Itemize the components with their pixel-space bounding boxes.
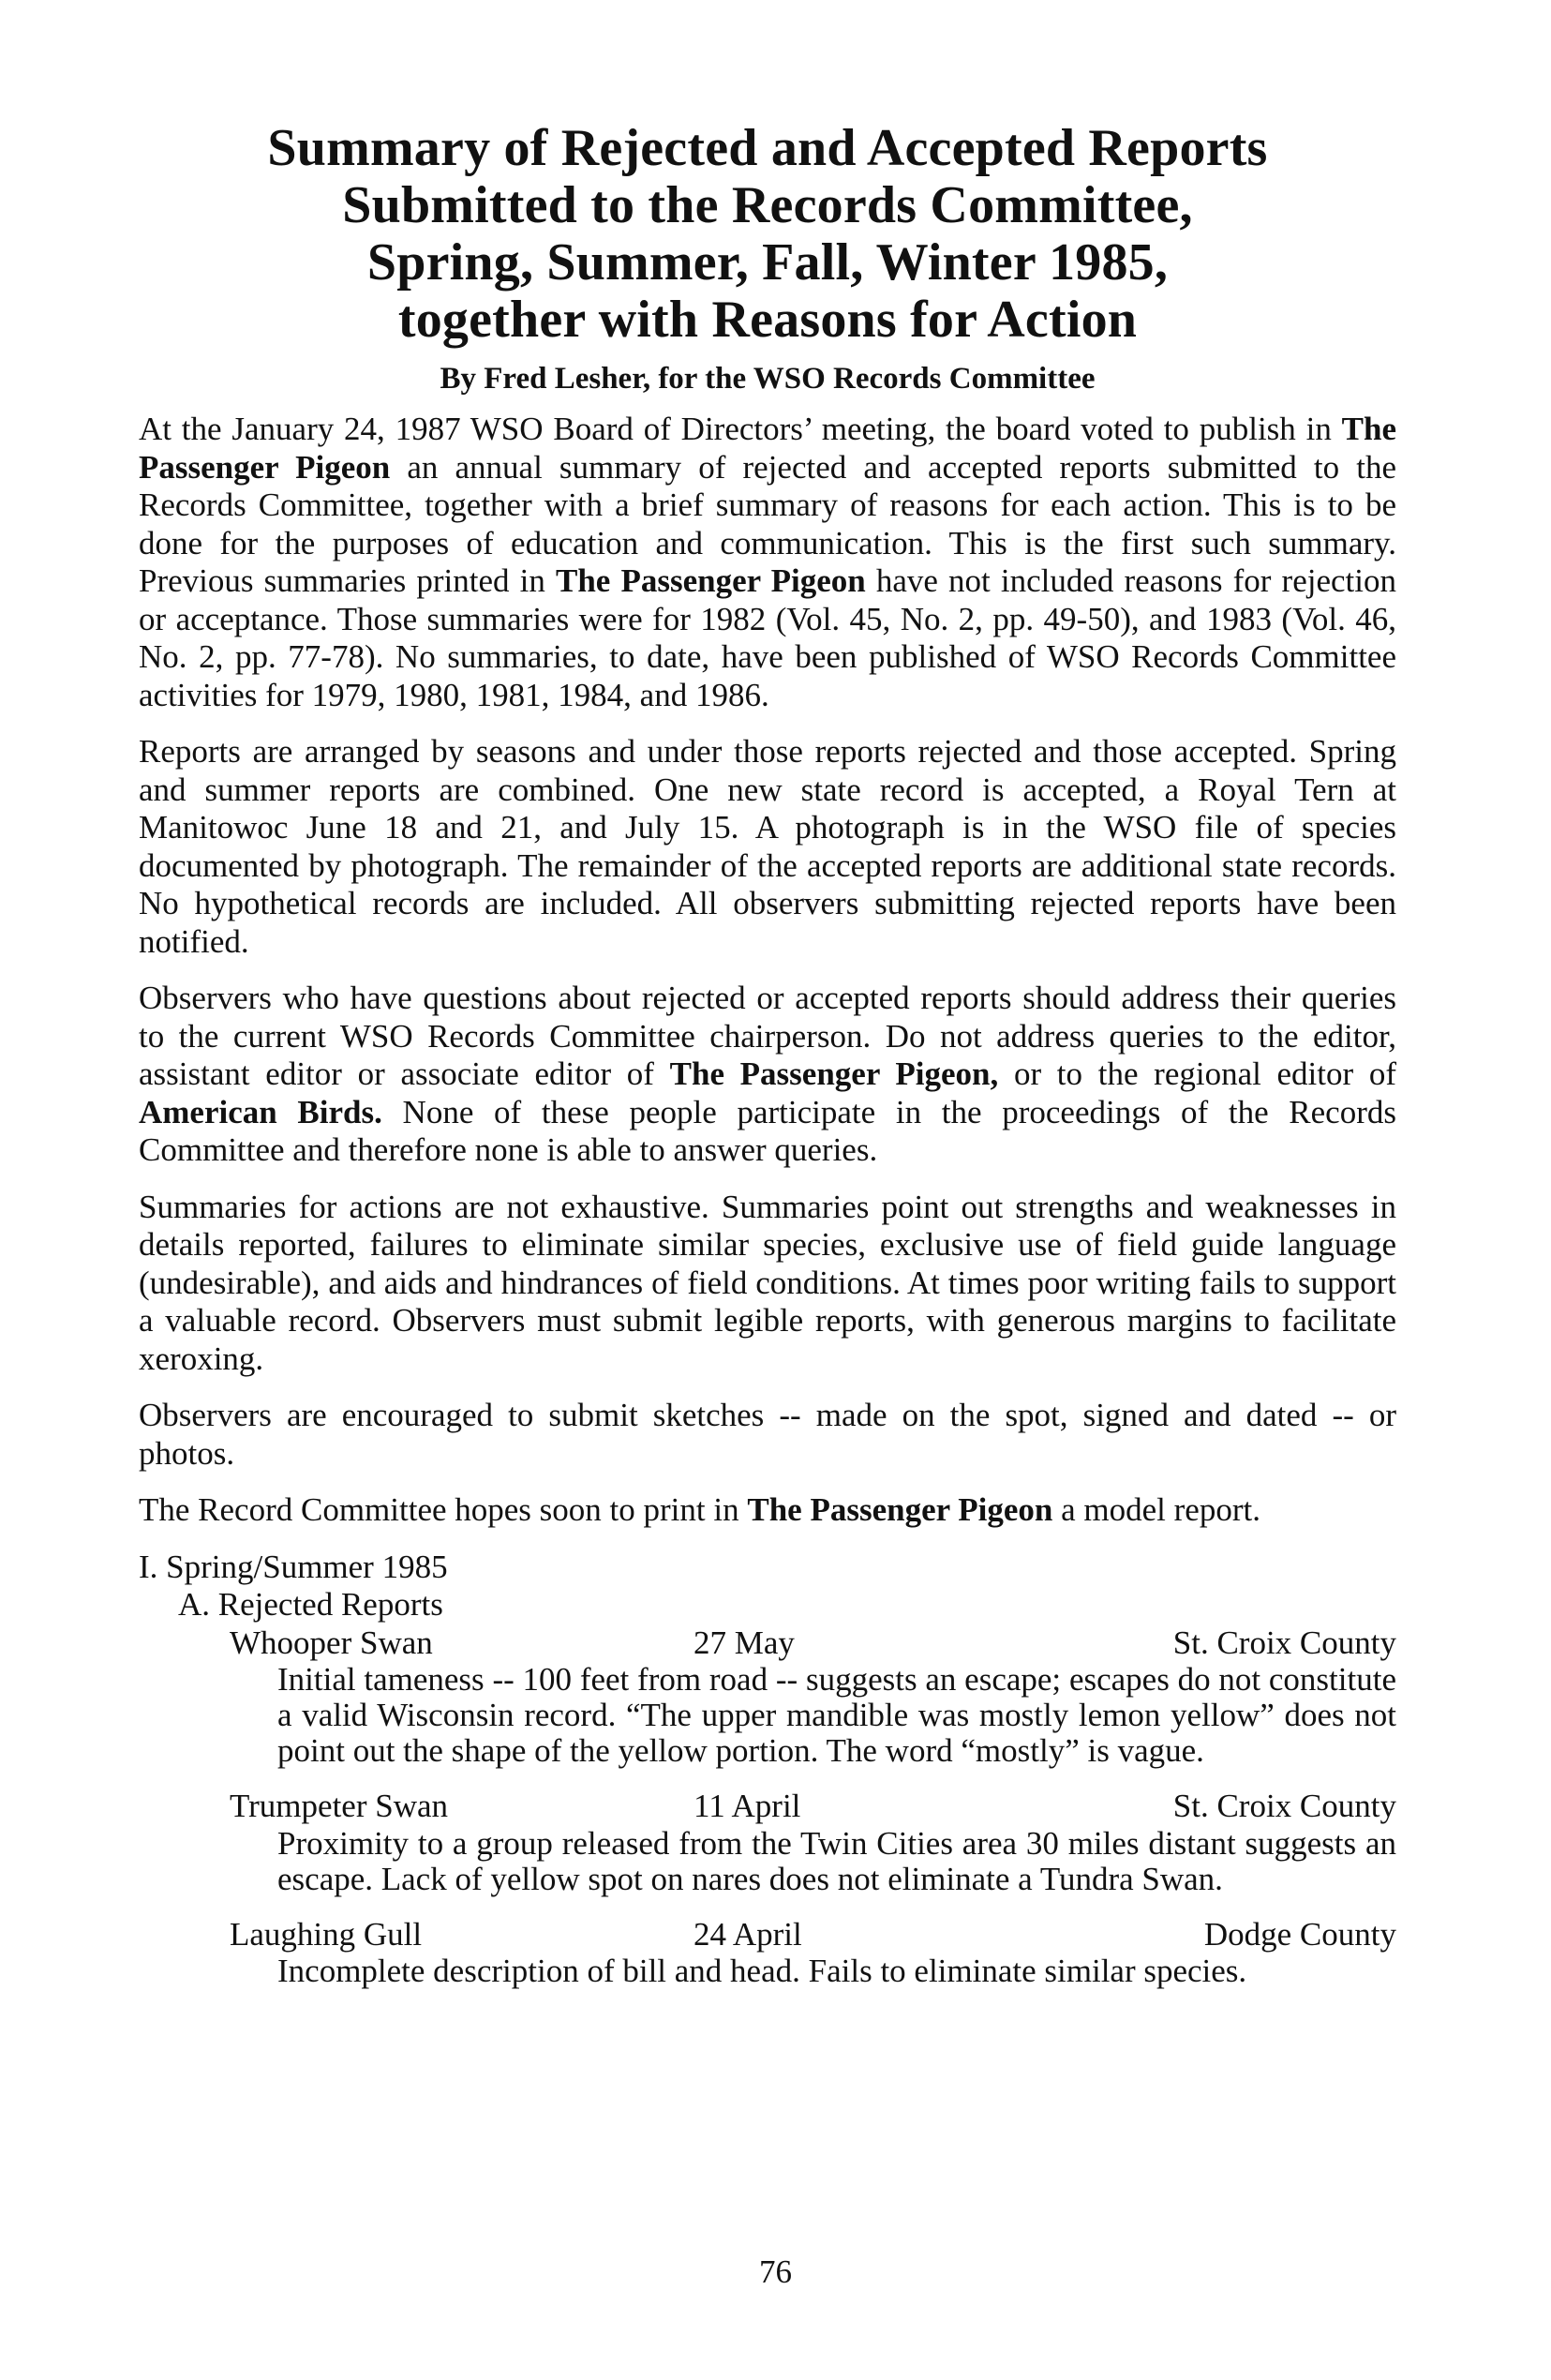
journal-name: The Passenger Pigeon <box>555 562 866 599</box>
text-run: an annual summary of rejected and accepted reports submitted to the Records Committee, together with a brief summary of reasons for each action. This is to be done for the purposes of education and communication. This is the first such summary. Previous summaries printed in <box>139 448 1396 599</box>
text-run: None of these people participate in the proceedings of the Records Committee and therefore none is able to answer queries. <box>139 1093 1396 1168</box>
county-name: St. Croix County <box>1172 1624 1396 1661</box>
entry-reason: Initial tameness -- 100 feet from road -- suggests an escape; escapes do not constitute a valid Wisconsin record. “The upper mandible was mostly lemon yellow” does not point out the shape of the yellow portion. The word “mostly” is vague. <box>277 1661 1396 1769</box>
paragraph-intro <box>139 411 1396 714</box>
article-body <box>139 120 1396 2008</box>
report-entry <box>230 1788 1396 1897</box>
paragraph-queries <box>139 980 1396 1170</box>
entry-reason: Proximity to a group released from the Twin Cities area 30 miles distant suggests an escape. Lack of yellow spot on nares does not eliminate a Tundra Swan. <box>277 1824 1396 1897</box>
journal-name: The Passenger Pigeon <box>139 411 1396 486</box>
title-line: Submitted to the Records Committee, <box>342 176 1193 234</box>
report-date: 27 May <box>693 1624 795 1661</box>
paragraph-model-report <box>139 1491 1396 1530</box>
title-line: Spring, Summer, Fall, Winter 1985, <box>366 233 1169 292</box>
paragraph-arrangement: Reports are arranged by seasons and under those reports rejected and those accepted. Spring and summer reports are combined. One new state record is accepted, a Royal Tern at Manitowoc June 18 and 21, and July 15. A photograph is in the WSO file of species documented by photograph. The remainder of the accepted reports are additional state records. No hypothetical records are included. All observers submitting rejected reports have been notified. <box>139 733 1396 960</box>
report-date: 24 April <box>693 1915 802 1953</box>
journal-name: American Birds. <box>139 1093 382 1130</box>
paragraph-summaries: Summaries for actions are not exhaustive. Summaries point out strengths and weaknesses in details reported, failures to eliminate similar species, exclusive use of field guide language (undesirable), and aids and hindrances of field conditions. At times poor writing fails to support a valuable record. Observers must submit legible reports, with generous margins to facilitate xeroxing. <box>139 1188 1396 1377</box>
entry-header <box>230 1916 1396 1954</box>
report-outline <box>139 1549 1396 1990</box>
text-run: have not included reasons for rejection or acceptance. Those summaries were for 1982 (Vol. 45, No. 2, pp. 49-50), and 1983 (Vol. 46, No. 2, pp. 77-78). No summaries, to date, have been published of WSO Records Committee activities for 1979, 1980, 1981, 1984, and 1986. <box>139 562 1396 713</box>
species-name: Trumpeter Swan <box>230 1788 449 1824</box>
section-heading: I. Spring/Summer 1985 <box>139 1548 448 1585</box>
report-entry <box>230 1624 1396 1770</box>
text-run: a model report. <box>1052 1491 1260 1528</box>
paragraph-sketches: Observers are encouraged to submit sketches -- made on the spot, signed and dated -- or photos. <box>139 1397 1396 1472</box>
report-date: 11 April <box>693 1788 801 1824</box>
entry-header <box>230 1788 1396 1826</box>
species-name: Laughing Gull <box>230 1915 423 1953</box>
text-run: At the January 24, 1987 WSO Board of Directors’ meeting, the board voted to publish in <box>139 411 1342 447</box>
journal-name: The Passenger Pigeon <box>747 1491 1053 1528</box>
text-run: Observers who have questions about rejected or accepted reports should address their queries to the current WSO Records Committee chairperson. Do not address queries to the editor, assistant editor or associate editor of <box>139 980 1396 1092</box>
title-line: together with Reasons for Action <box>397 291 1138 349</box>
byline: By Fred Lesher, for the WSO Records Committee <box>440 362 1096 396</box>
title-line: Summary of Rejected and Accepted Reports <box>267 119 1268 177</box>
subsection-heading: A. Rejected Reports <box>178 1586 443 1623</box>
county-name: Dodge County <box>1203 1915 1396 1953</box>
entry-reason: Incomplete description of bill and head. Fails to eliminate similar species. <box>277 1953 1247 1989</box>
text-run: or to the regional editor of <box>998 1055 1396 1092</box>
journal-name: The Passenger Pigeon, <box>669 1055 999 1092</box>
article-title <box>139 120 1396 349</box>
species-name: Whooper Swan <box>230 1624 433 1661</box>
page-number: 76 <box>759 2253 792 2290</box>
report-entry <box>230 1916 1396 1990</box>
entry-header <box>230 1624 1396 1663</box>
county-name: St. Croix County <box>1172 1788 1396 1824</box>
text-run: The Record Committee hopes soon to print in <box>139 1491 748 1528</box>
